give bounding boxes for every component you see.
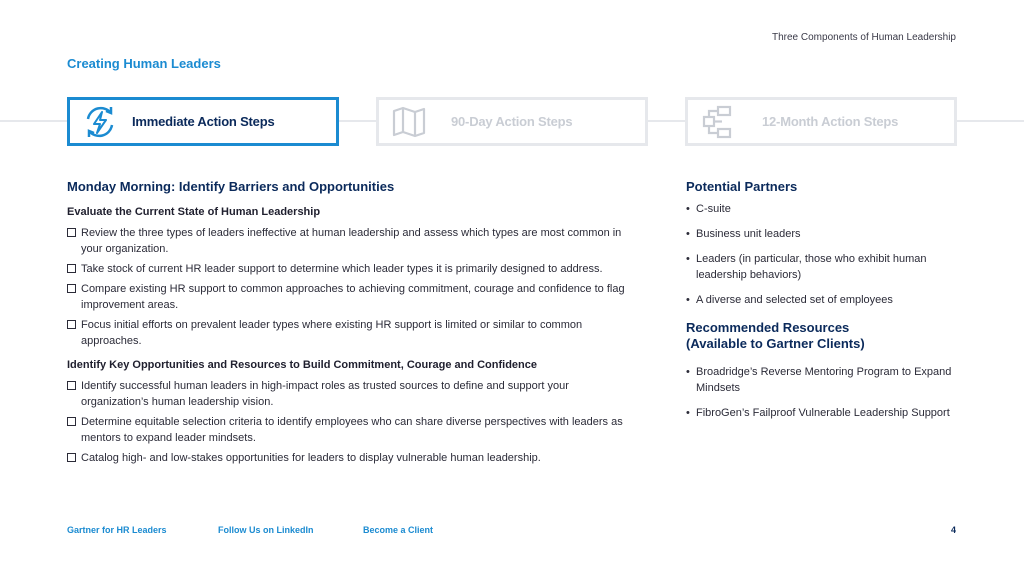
flowchart-icon — [698, 102, 738, 142]
tab-label: 90-Day Action Steps — [451, 114, 573, 129]
partner-item: • A diverse and selected set of employees — [686, 292, 958, 308]
page-number: 4 — [950, 525, 956, 535]
checklist — [67, 225, 637, 349]
checklist-item-text: Review the three types of leaders ineffective at human leadership and assess which types are most common in your organization. — [81, 227, 622, 255]
checkbox-icon — [67, 320, 76, 329]
checkbox-icon — [67, 381, 76, 390]
resources-heading-line: Recommended Resources — [686, 320, 850, 335]
resources-heading-line: (Available to Gartner Clients) — [686, 336, 865, 351]
checklist-item — [67, 378, 637, 410]
checklist-item — [67, 450, 637, 466]
checklist-item-text: Take stock of current HR leader support to determine which leader types it is primarily designed to address. — [81, 263, 603, 275]
checklist-item — [67, 281, 637, 313]
checklist-item — [67, 317, 637, 349]
footer-link-become-client[interactable]: Become a Client — [363, 525, 434, 535]
map-icon — [389, 102, 429, 142]
checkbox-icon — [67, 228, 76, 237]
partner-item: • C-suite — [686, 201, 958, 217]
checklist — [67, 378, 637, 466]
resource-item: • FibroGen’s Failproof Vulnerable Leadership Support — [686, 405, 958, 421]
tab-90-day-action-steps[interactable] — [376, 97, 648, 146]
checklist-item-text: Identify successful human leaders in high-impact roles as trusted sources to define and support your organization’s human leadership vision. — [81, 380, 569, 408]
checklist-item-text: Determine equitable selection criteria to identify employees who can share diverse perspectives with leaders as mentors to expand leader mindsets. — [81, 416, 623, 444]
checklist-item-text: Compare existing HR support to common approaches to achieving commitment, courage and confidence to flag improvement areas. — [81, 283, 625, 311]
partners-list — [686, 201, 958, 308]
checkbox-icon — [67, 417, 76, 426]
checklist-item-text: Catalog high- and low-stakes opportunities for leaders to display vulnerable human leadership. — [81, 452, 541, 464]
content-heading: Monday Morning: Identify Barriers and Opportunities — [67, 179, 395, 194]
refresh-bolt-icon — [80, 102, 120, 142]
checkbox-icon — [67, 453, 76, 462]
group-subheading: Evaluate the Current State of Human Leadership — [67, 206, 321, 218]
partners-heading: Potential Partners — [686, 179, 798, 194]
tab-label: 12-Month Action Steps — [762, 114, 899, 129]
checklist-item — [67, 261, 637, 277]
partners-resources-panel — [686, 179, 958, 430]
footer-link-gartner-hr[interactable]: Gartner for HR Leaders — [67, 525, 167, 535]
checkbox-icon — [67, 264, 76, 273]
tab-12-month-action-steps[interactable] — [685, 97, 957, 146]
partner-item: • Leaders (in particular, those who exhibit human leadership behaviors) — [686, 251, 958, 283]
resources-list — [686, 364, 958, 421]
footer-link-linkedin[interactable]: Follow Us on LinkedIn — [218, 525, 314, 535]
checklist-item — [67, 414, 637, 446]
checklist-item — [67, 225, 637, 257]
top-label: Three Components of Human Leadership — [772, 32, 956, 43]
partner-item: • Business unit leaders — [686, 226, 958, 242]
checklist-item-text: Focus initial efforts on prevalent leader types where existing HR support is limited or similar to common approaches. — [81, 319, 583, 347]
group-subheading: Identify Key Opportunities and Resources to Build Commitment, Courage and Confidence — [67, 359, 537, 371]
section-title: Creating Human Leaders — [67, 56, 221, 71]
tab-immediate-action-steps[interactable] — [67, 97, 339, 146]
resources-heading — [686, 320, 958, 352]
checkbox-icon — [67, 284, 76, 293]
resource-item: • Broadridge’s Reverse Mentoring Program to Expand Mindsets — [686, 364, 958, 396]
action-steps-content — [67, 179, 637, 470]
tab-label: Immediate Action Steps — [132, 114, 275, 129]
